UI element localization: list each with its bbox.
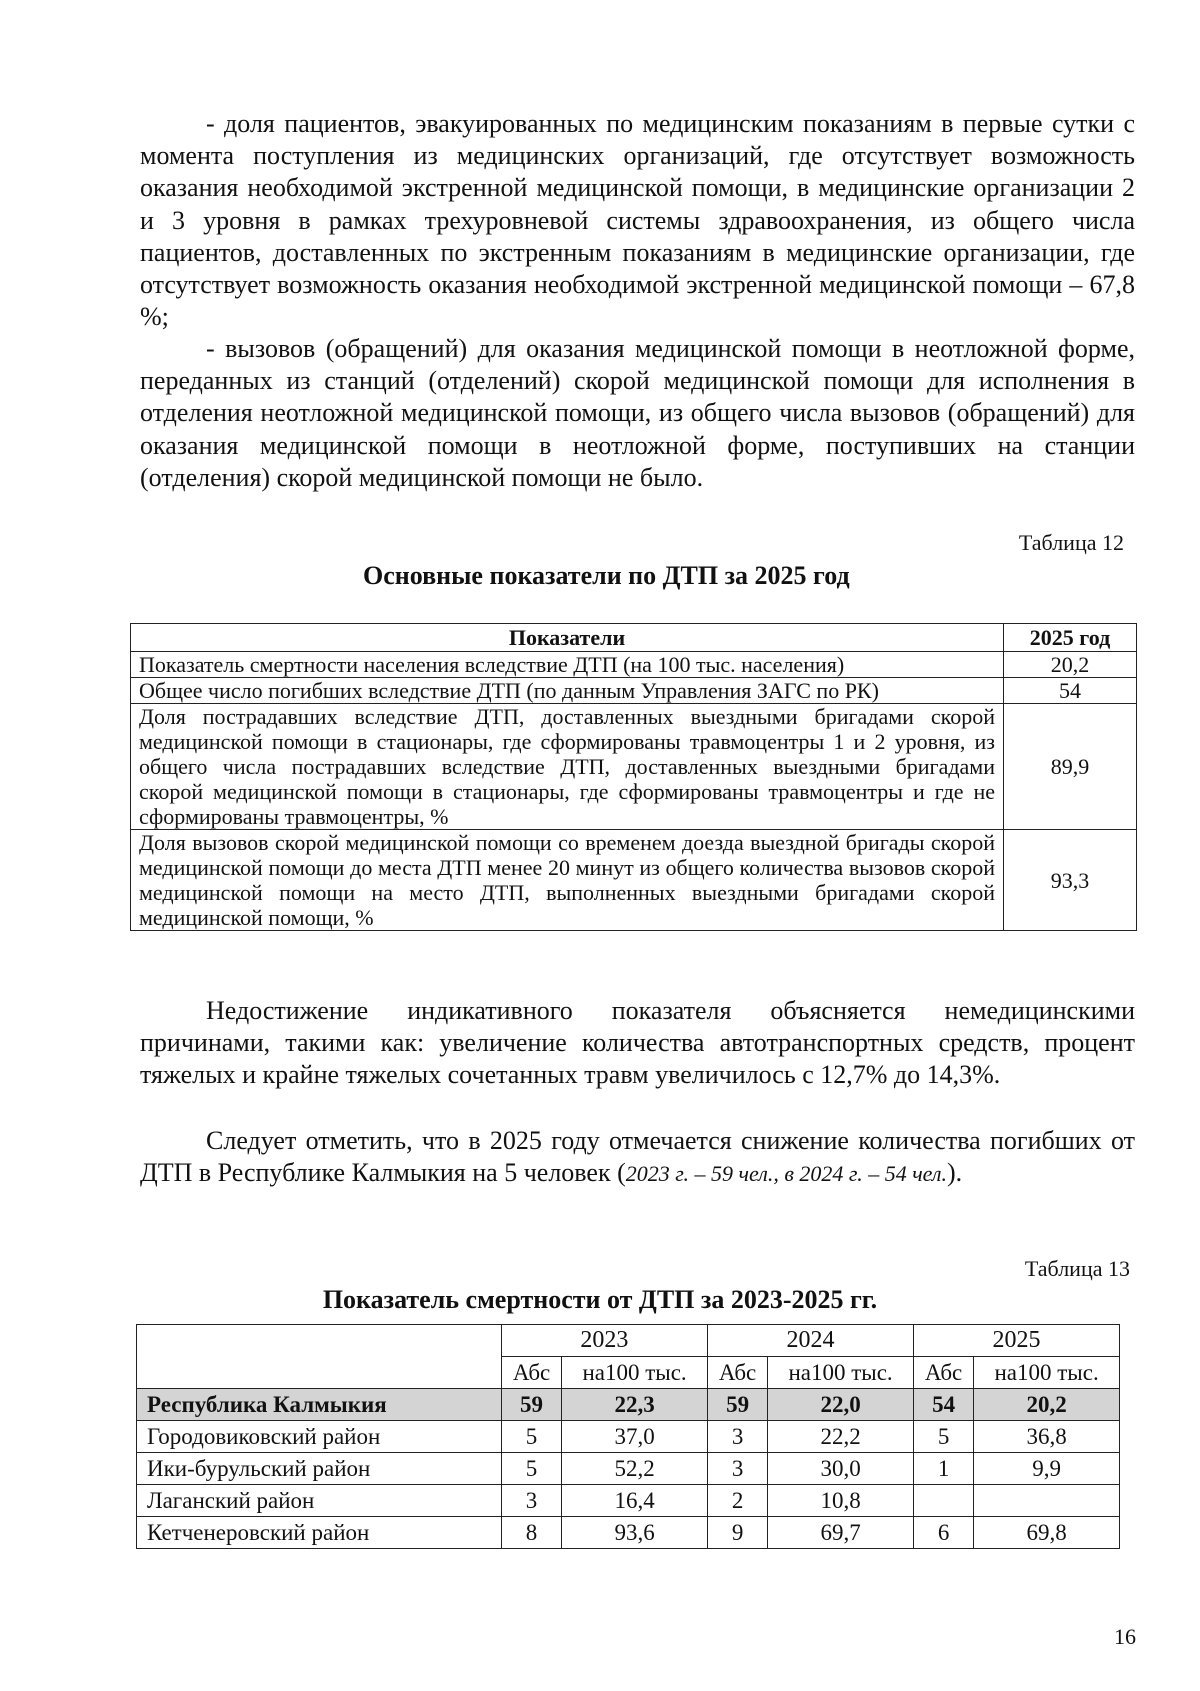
abs-2023: 5 bbox=[501, 1421, 561, 1453]
rate-2024: 22,0 bbox=[768, 1389, 914, 1421]
abs-2023: 5 bbox=[501, 1453, 561, 1485]
abs-2025 bbox=[913, 1485, 973, 1517]
rate-2023: 16,4 bbox=[562, 1485, 708, 1517]
rate-2023: 52,2 bbox=[562, 1453, 708, 1485]
value-cell: 20,2 bbox=[1004, 652, 1137, 678]
abs-2025: 54 bbox=[913, 1389, 973, 1421]
rate-header: на100 тыс. bbox=[768, 1357, 914, 1389]
abs-2025: 6 bbox=[913, 1517, 973, 1549]
paragraph-text: Следует отметить, что в 2025 году отмечается снижение количества погибших от ДТП в Республике Калмыкия на 5 человек ( bbox=[140, 1126, 1135, 1188]
paragraph-end: ). bbox=[947, 1158, 963, 1188]
rate-2024: 30,0 bbox=[768, 1453, 914, 1485]
table-13-title: Показатель смертности от ДТП за 2023-2025 гг. bbox=[322, 1285, 878, 1314]
value-cell: 93,3 bbox=[1004, 830, 1137, 931]
rate-2024: 69,7 bbox=[768, 1517, 914, 1549]
year-header-row bbox=[137, 1325, 1120, 1357]
abs-2023: 59 bbox=[501, 1389, 561, 1421]
abs-2024: 3 bbox=[707, 1453, 767, 1485]
year-2025-header: 2025 bbox=[913, 1325, 1119, 1357]
rate-2023: 22,3 bbox=[562, 1389, 708, 1421]
rate-2025: 9,9 bbox=[974, 1453, 1120, 1485]
abs-header: Абс bbox=[501, 1357, 561, 1389]
rate-2025: 69,8 bbox=[974, 1517, 1120, 1549]
region-name: Городовиковский район bbox=[137, 1421, 502, 1453]
rate-header: на100 тыс. bbox=[562, 1357, 708, 1389]
abs-2024: 59 bbox=[707, 1389, 767, 1421]
table-row bbox=[131, 704, 1137, 830]
paragraph-urgent-calls: - вызовов (обращений) для оказания медицинской помощи в неотложной форме, переданных из станций (отделений) скорой медицинской помощи для исполнения в отделения неотложной медицинской помощи, из общего числа вызовов (обращений) для оказания медицинской помощи в неотложной форме, поступивших на станции (отделения) скорой медицинской помощи не было. bbox=[140, 334, 1135, 492]
abs-header: Абс bbox=[913, 1357, 973, 1389]
table-row bbox=[137, 1485, 1120, 1517]
rate-header: на100 тыс. bbox=[974, 1357, 1120, 1389]
empty-corner-cell bbox=[137, 1325, 502, 1389]
table-row bbox=[131, 830, 1137, 931]
header-indicators: Показатели bbox=[131, 624, 1004, 652]
indicator-cell: Доля пострадавших вследствие ДТП, доставленных выездными бригадами скорой медицинской помощи в стационары, где сформированы травмоцентры 1 и 2 уровня, из общего числа пострадавших вследствие ДТП, доставленных выездными бригадами скорой медицинской помощи в стационары, где сформированы травмоцентры и где не сформированы травмоцентры, % bbox=[131, 704, 1004, 830]
abs-2024: 2 bbox=[707, 1485, 767, 1517]
abs-2024: 9 bbox=[707, 1517, 767, 1549]
abs-header: Абс bbox=[707, 1357, 767, 1389]
page-number: 16 bbox=[1114, 1624, 1136, 1649]
region-name: Лаганский район bbox=[137, 1485, 502, 1517]
header-year: 2025 год bbox=[1004, 624, 1137, 652]
table-12 bbox=[130, 623, 1137, 931]
rate-2024: 10,8 bbox=[768, 1485, 914, 1517]
table-row bbox=[137, 1453, 1120, 1485]
region-name: Ики-бурульский район bbox=[137, 1453, 502, 1485]
table-row bbox=[137, 1517, 1120, 1549]
abs-2023: 3 bbox=[501, 1485, 561, 1517]
abs-2025: 1 bbox=[913, 1453, 973, 1485]
rate-2025: 36,8 bbox=[974, 1421, 1120, 1453]
table-row bbox=[131, 678, 1137, 704]
table-12-label: Таблица 12 bbox=[1018, 530, 1124, 555]
table-header-row bbox=[131, 624, 1137, 652]
abs-2025: 5 bbox=[913, 1421, 973, 1453]
paragraph-evacuated-patients: - доля пациентов, эвакуированных по медицинским показаниям в первые сутки с момента поступления из медицинских организаций, где отсутствует возможность оказания необходимой экстренной медицинской помощи, в медицинские организации 2 и 3 уровня в рамках трехуровневой системы здравоохранения, из общего числа пациентов, доставленных по экстренным показаниям в медицинские организации, где отсутствует возможность оказания необходимой экстренной медицинской помощи – 67,8 %; bbox=[140, 109, 1135, 332]
region-name: Кетченеровский район bbox=[137, 1517, 502, 1549]
year-2024-header: 2024 bbox=[707, 1325, 913, 1357]
indicator-cell: Доля вызовов скорой медицинской помощи со временем доезда выездной бригады скорой медицинской помощи до места ДТП менее 20 минут из общего количества вызовов скорой медицинской помощи на место ДТП, выполненных выездными бригадами скорой медицинской помощи, % bbox=[131, 830, 1004, 931]
region-name: Республика Калмыкия bbox=[137, 1389, 502, 1421]
value-cell: 89,9 bbox=[1004, 704, 1137, 830]
table-row bbox=[137, 1421, 1120, 1453]
indicator-cell: Показатель смертности населения вследствие ДТП (на 100 тыс. населения) bbox=[131, 652, 1004, 678]
table-row bbox=[131, 652, 1137, 678]
paragraph-fatalities-decrease bbox=[140, 1125, 1135, 1190]
table-row-republic bbox=[137, 1389, 1120, 1421]
table-13-label: Таблица 13 bbox=[1024, 1256, 1130, 1281]
paragraph-non-medical-reasons: Недостижение индикативного показателя объясняется немедицинскими причинами, такими как: увеличение количества автотранспортных средств, процент тяжелых и крайне тяжелых сочетанных травм увеличилось с 12,7% до 14,3%. bbox=[140, 996, 1135, 1090]
indicator-cell: Общее число погибших вследствие ДТП (по данным Управления ЗАГС по РК) bbox=[131, 678, 1004, 704]
table-13 bbox=[136, 1324, 1120, 1549]
abs-2024: 3 bbox=[707, 1421, 767, 1453]
paragraph-italic-note: 2023 г. – 59 чел., в 2024 г. – 54 чел. bbox=[625, 1161, 947, 1187]
abs-2023: 8 bbox=[501, 1517, 561, 1549]
value-cell: 54 bbox=[1004, 678, 1137, 704]
table-12-title: Основные показатели по ДТП за 2025 год bbox=[363, 561, 850, 590]
rate-2023: 37,0 bbox=[562, 1421, 708, 1453]
year-2023-header: 2023 bbox=[501, 1325, 707, 1357]
rate-2025: 20,2 bbox=[974, 1389, 1120, 1421]
rate-2025 bbox=[974, 1485, 1120, 1517]
rate-2023: 93,6 bbox=[562, 1517, 708, 1549]
rate-2024: 22,2 bbox=[768, 1421, 914, 1453]
